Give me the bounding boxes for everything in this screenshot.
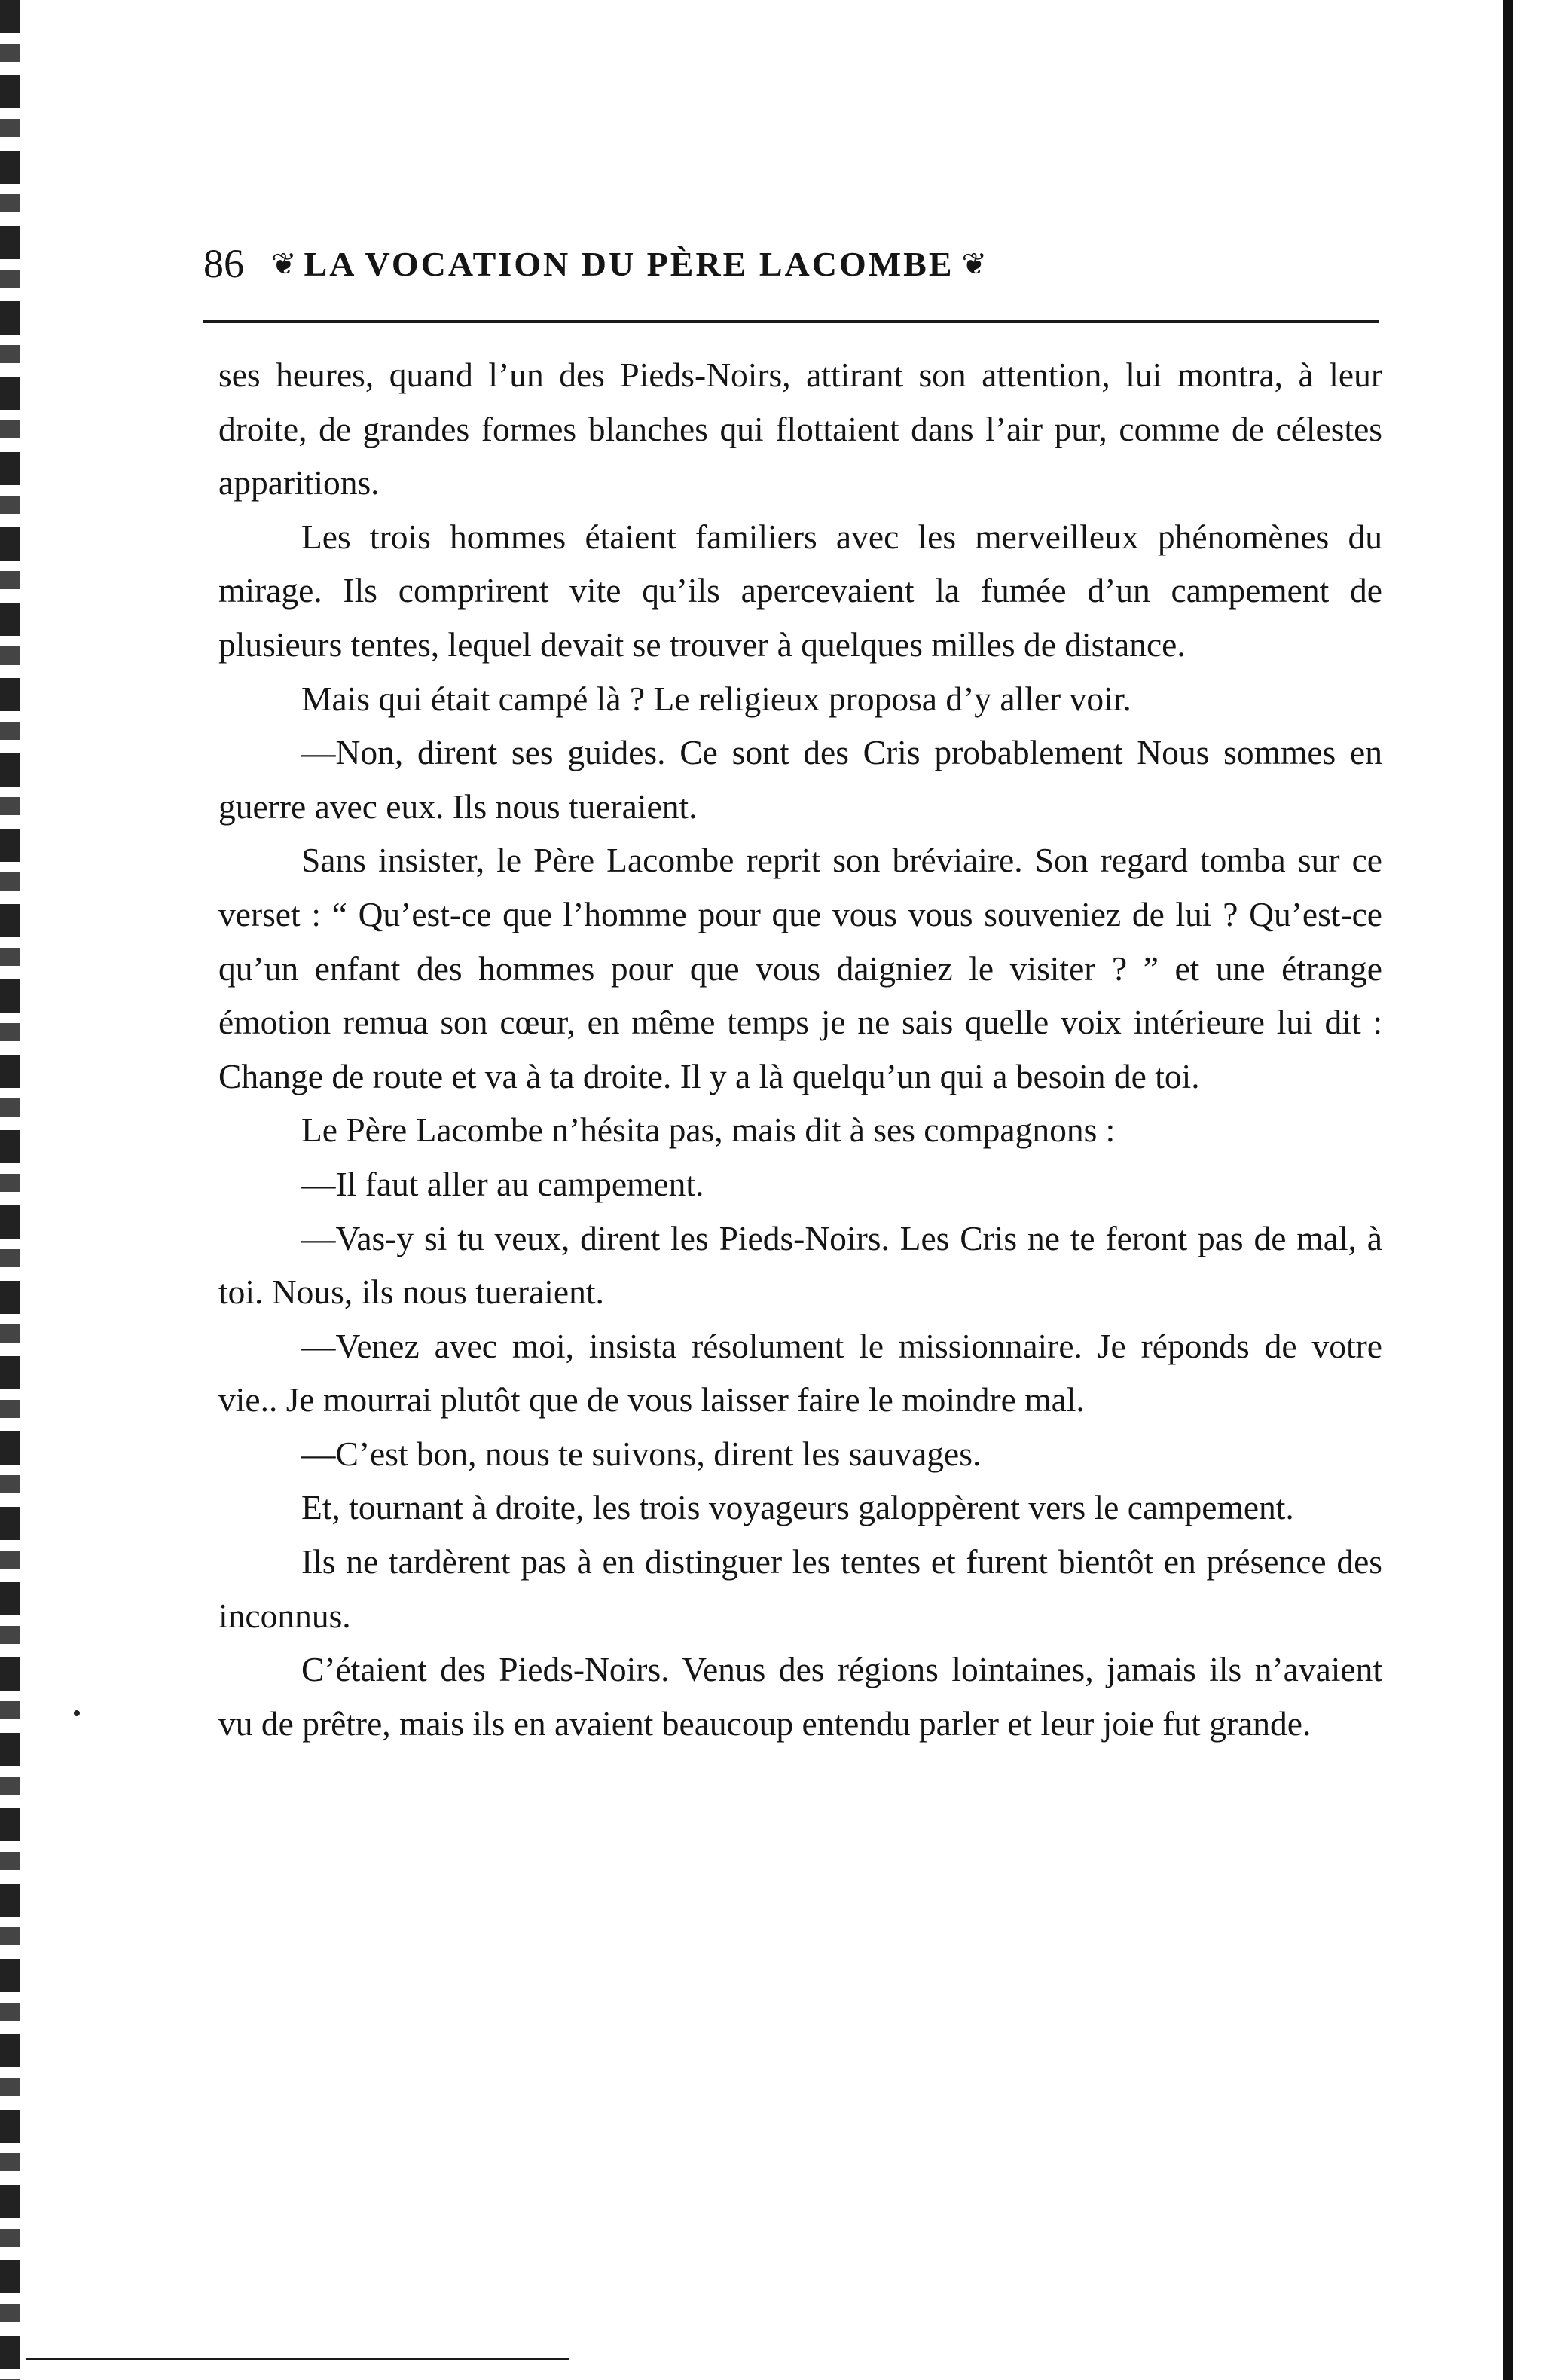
- page-number: 86: [203, 241, 244, 286]
- paragraph: —Venez avec moi, insista résolument le missionnaire. Je réponds de votre vie.. Je mourrai plutôt que de vous laisser faire le moindre mal.: [218, 1326, 1382, 1419]
- paragraph: Le Père Lacombe n’hésita pas, mais dit à ses compagnons :: [301, 1111, 1116, 1150]
- ornament-left-icon: ❦: [271, 246, 297, 281]
- paragraph: —Il faut aller au campement.: [301, 1164, 704, 1203]
- running-title: LA VOCATION DU PÈRE LACOMBE: [304, 244, 954, 283]
- ink-speck: [74, 1710, 80, 1716]
- paragraph: Sans insister, le Père Lacombe reprit son bréviaire. Son regard tomba sur ce verset : “ Qu’est-ce que l’homme pour que vous vous souveniez de lui ? Qu’est-ce qu’un enfant des hommes pour que vous daigniez le visiter ? ” et une étrange émotion remua son cœur, en même temps je ne sais quelle voix intérieure lui dit : Change de route et va à ta droite. Il y a là quelqu’un qui a besoin de toi.: [218, 841, 1382, 1095]
- paragraph: Mais qui était campé là ? Le religieux proposa d’y aller voir.: [301, 679, 1131, 718]
- paragraph: Et, tournant à droite, les trois voyageurs galoppèrent vers le campement.: [301, 1488, 1294, 1527]
- paragraph: Les trois hommes étaient familiers avec les merveilleux phénomènes du mirage. Ils comprirent vite qu’ils apercevaient la fumée d’un campement de plusieurs tentes, lequel devait se trouver à quelques milles de distance.: [218, 517, 1382, 664]
- body-text: [218, 348, 1382, 1750]
- ornament-right-icon: ❦: [961, 246, 988, 281]
- footer-rule: [26, 2358, 569, 2360]
- page-header: [203, 237, 1379, 290]
- paragraph: ses heures, quand l’un des Pieds-Noirs, attirant son attention, lui montra, à leur droite, de grandes formes blanches qui flottaient dans l’air pur, comme de célestes apparitions.: [218, 356, 1382, 503]
- header-rule: [203, 320, 1379, 323]
- left-page-edge: [0, 0, 20, 2380]
- paragraph: —Vas-y si tu veux, dirent les Pieds-Noirs. Les Cris ne te feront pas de mal, à toi. Nous, ils nous tueraient.: [218, 1218, 1382, 1312]
- right-page-edge: [1503, 0, 1513, 2380]
- paragraph: C’étaient des Pieds-Noirs. Venus des régions lointaines, jamais ils n’avaient vu de prêtre, mais ils en avaient beaucoup entendu parler et leur joie fut grande.: [218, 1650, 1382, 1743]
- ink-speck: [15, 527, 20, 532]
- paragraph: —C’est bon, nous te suivons, dirent les sauvages.: [301, 1434, 982, 1473]
- paragraph: —Non, dirent ses guides. Ce sont des Cris probablement Nous sommes en guerre avec eux. Ils nous tueraient.: [218, 733, 1382, 826]
- paragraph: Ils ne tardèrent pas à en distinguer les tentes et furent bientôt en présence des inconnus.: [218, 1542, 1382, 1635]
